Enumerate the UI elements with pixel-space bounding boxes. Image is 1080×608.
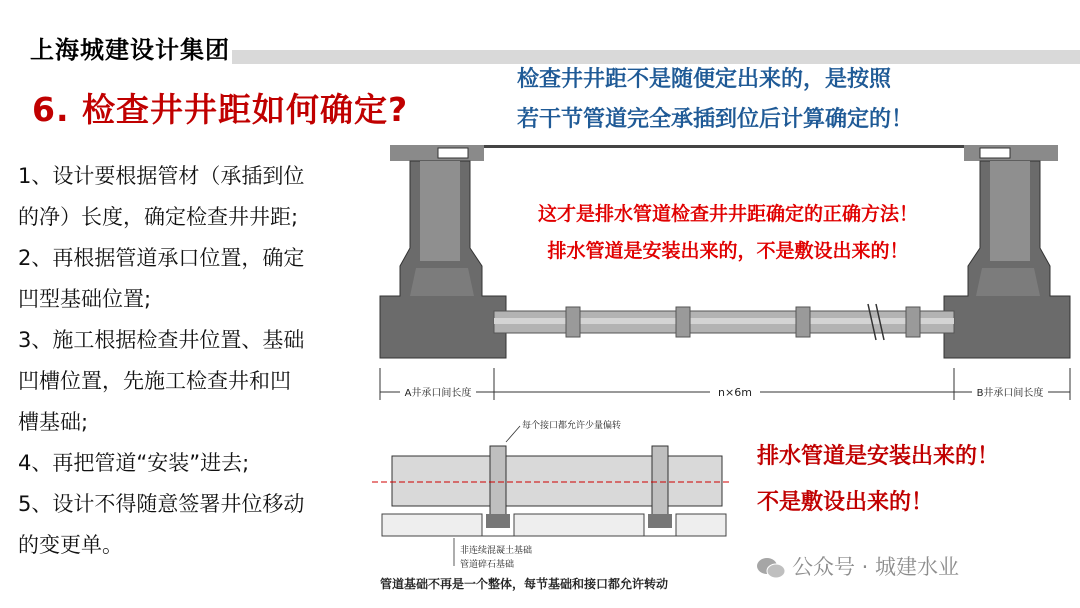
pipe-run	[494, 304, 954, 340]
detail-joint-2	[652, 446, 668, 516]
right-note-line-2: 不是敷设出来的！	[757, 490, 934, 515]
step-line-6: 凹槽位置，先施工检查井和凹	[18, 369, 291, 393]
red-note-line-1: 这才是排水管道检查井井距确定的正确方法！	[537, 203, 918, 225]
detail-label-2: 管道碎石基础	[460, 560, 515, 570]
ground-line	[484, 145, 964, 148]
right-manhole	[944, 161, 1070, 358]
step-line-8: 4、再把管道“安装”进去;	[18, 451, 250, 475]
detail-caption: 管道基础不再是一个整体，每节基础和接口都允许转动	[380, 577, 669, 591]
diagram-red-notes	[498, 196, 958, 270]
right-note	[757, 434, 999, 526]
dim-label-right: B井承口间长度	[976, 388, 1044, 399]
top-note-line-2: 若干节管道完全承插到位后计算确定的！	[517, 107, 914, 132]
wechat-icon	[756, 556, 786, 580]
detail-joint-1	[490, 446, 506, 516]
right-cover-slab	[964, 145, 1058, 161]
left-manhole	[380, 161, 506, 358]
dim-label-left: A井承口间长度	[404, 388, 472, 399]
top-note-line-1: 检查井井距不是随便定出来的，是按照	[517, 67, 892, 92]
detail-base-2	[514, 514, 644, 536]
org-name: 上海城建设计集团	[30, 35, 230, 64]
watermark	[756, 551, 959, 581]
left-manhole-cover	[438, 148, 468, 158]
detail-notch-2	[648, 514, 672, 528]
step-line-3: 2、再根据管道承口位置，确定	[18, 246, 305, 270]
detail-base-1	[382, 514, 482, 536]
slide-title: 6. 检查井井距如何确定?	[32, 90, 409, 129]
step-line-2: 的净）长度，确定检查井井距;	[18, 205, 299, 229]
detail-base-3	[676, 514, 726, 536]
right-note-line-1: 排水管道是安装出来的！	[757, 444, 1000, 469]
step-line-7: 槽基础;	[18, 410, 89, 434]
step-line-4: 凹型基础位置;	[18, 287, 152, 311]
dim-label-mid: n×6m	[718, 386, 752, 399]
detail-top-label: 每个接口都允许少量偏转	[522, 421, 622, 431]
right-manhole-cover	[980, 148, 1010, 158]
joint-detail-diagram	[372, 416, 732, 576]
step-line-9: 5、设计不得随意签署井位移动	[18, 492, 305, 516]
dimension-line	[380, 368, 1070, 400]
step-line-10: 的变更单。	[18, 533, 123, 557]
detail-pipe-body	[392, 456, 722, 506]
steps-list	[18, 156, 363, 566]
left-cover-slab	[390, 145, 484, 161]
watermark-text: 公众号 · 城建水业	[792, 555, 960, 579]
step-line-1: 1、设计要根据管材（承插到位	[18, 164, 305, 188]
detail-leader-line	[506, 426, 520, 442]
detail-label-1: 非连续混凝土基础	[460, 546, 533, 556]
step-line-5: 3、施工根据检查井位置、基础	[18, 328, 305, 352]
detail-notch-1	[486, 514, 510, 528]
red-note-line-2: 排水管道是安装出来的，不是敷设出来的！	[547, 240, 909, 262]
